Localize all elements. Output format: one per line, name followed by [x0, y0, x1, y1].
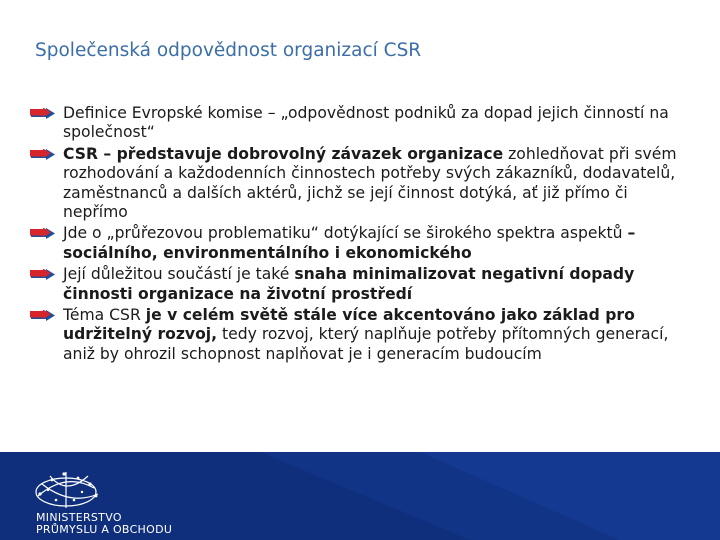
bullet-text: Jde o „průřezovou problematiku“ dotýkající se širokého spektra aspektů — [63, 224, 628, 243]
bullet-text-bold: snaha minimalizovat negativní dopady činnosti organizace na životní prostředí — [63, 265, 635, 303]
bullet-item — [30, 104, 690, 143]
bullet-text-bold: CSR – představuje dobrovolný závazek organizace — [63, 144, 504, 163]
logo-line-2: PRŮMYSLU A OBCHODU — [36, 523, 173, 536]
arrow-right-icon — [30, 269, 56, 280]
arrow-right-icon — [30, 108, 56, 119]
bullet-text: Téma CSR — [63, 306, 146, 325]
bullet-text: Její důležitou součástí je také — [63, 265, 295, 284]
ministry-globe-logo — [30, 466, 106, 510]
arrow-right-icon — [30, 149, 56, 160]
bullet-item — [30, 265, 690, 304]
arrow-right-icon — [30, 310, 56, 321]
ministry-logo-text — [36, 512, 172, 536]
bullet-text: tedy rozvoj, který naplňuje potřeby přítomných generací, aniž by ohrozil schopnost naplňovat je i generacím budoucím — [63, 325, 669, 363]
bullet-text-bold: je v celém světě stále více akcentováno jako základ pro udržitelný rozvoj, — [63, 306, 635, 344]
logo-line-1: MINISTERSTVO — [36, 511, 122, 524]
bullet-text: zohledňovat při svém rozhodování a každodenních činnostech potřeby svých zákazníků, dodavatelů, zaměstnanců a dalších aktérů, jichž se její činnost dotýká, ať již přímo či nepřímo — [63, 144, 677, 222]
bullet-item — [30, 145, 690, 223]
slide-title: Společenská odpovědnost organizací CSR — [35, 40, 422, 61]
bullet-item — [30, 224, 690, 263]
bullet-list — [30, 104, 690, 366]
bullet-text-bold: – sociálního, environmentálního i ekonomického — [63, 224, 636, 262]
bullet-text: Definice Evropské komise – „odpovědnost podniků za dopad jejich činností na společnost“ — [63, 104, 669, 142]
bullet-item — [30, 306, 690, 364]
footer-band — [0, 452, 720, 540]
arrow-right-icon — [30, 228, 56, 239]
